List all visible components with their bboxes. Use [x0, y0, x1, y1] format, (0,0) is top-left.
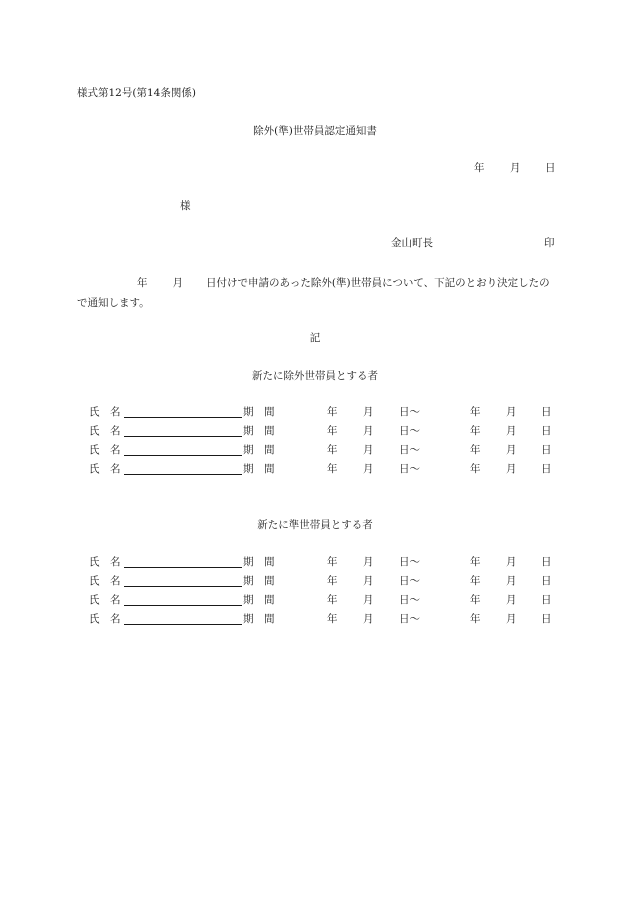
- addressee-suffix: 様: [180, 200, 191, 212]
- start-year: 年: [327, 425, 338, 437]
- end-day: 日: [541, 594, 552, 606]
- ki-heading: 記: [309, 332, 321, 344]
- date-day: 日: [545, 162, 556, 174]
- start-day: 日〜: [399, 463, 420, 475]
- name-label: 氏 名: [89, 556, 121, 568]
- end-day: 日: [541, 425, 552, 437]
- start-year: 年: [327, 556, 338, 568]
- end-day: 日: [541, 463, 552, 475]
- name-fill-line: [124, 605, 242, 606]
- start-day: 日〜: [399, 613, 420, 625]
- member-row: [0, 574, 630, 588]
- end-day: 日: [541, 575, 552, 587]
- end-month: 月: [506, 444, 517, 456]
- end-year: 年: [470, 406, 481, 418]
- name-fill-line: [124, 624, 242, 625]
- form-number: 様式第12号(第14条関係): [77, 87, 196, 99]
- end-month: 月: [506, 425, 517, 437]
- body-month: 月: [172, 277, 183, 289]
- end-day: 日: [541, 444, 552, 456]
- name-label: 氏 名: [89, 594, 121, 606]
- name-label: 氏 名: [89, 444, 121, 456]
- end-day: 日: [541, 613, 552, 625]
- start-day: 日〜: [399, 406, 420, 418]
- start-year: 年: [327, 444, 338, 456]
- end-month: 月: [506, 575, 517, 587]
- period-label: 期 間: [243, 444, 275, 456]
- end-month: 月: [506, 463, 517, 475]
- period-label: 期 間: [243, 575, 275, 587]
- document-title: 除外(準)世帯員認定通知書: [253, 125, 377, 137]
- start-month: 月: [363, 406, 374, 418]
- name-fill-line: [124, 455, 242, 456]
- start-year: 年: [327, 594, 338, 606]
- end-year: 年: [470, 613, 481, 625]
- name-label: 氏 名: [89, 613, 121, 625]
- date-year: 年: [474, 162, 485, 174]
- section-title-exclusion: 新たに除外世帯員とする者: [252, 370, 378, 382]
- end-day: 日: [541, 406, 552, 418]
- name-label: 氏 名: [89, 425, 121, 437]
- body-text: 日付けで申請のあった除外(準)世帯員について、下記のとおり決定したので通知します。: [77, 277, 550, 309]
- member-row: [0, 462, 630, 476]
- start-month: 月: [363, 613, 374, 625]
- name-fill-line: [124, 567, 242, 568]
- member-row: [0, 555, 630, 569]
- member-row: [0, 593, 630, 607]
- end-year: 年: [470, 556, 481, 568]
- start-month: 月: [363, 444, 374, 456]
- name-label: 氏 名: [89, 406, 121, 418]
- period-label: 期 間: [243, 613, 275, 625]
- end-month: 月: [506, 556, 517, 568]
- period-label: 期 間: [243, 463, 275, 475]
- end-year: 年: [470, 463, 481, 475]
- section-title-quasi: 新たに準世帯員とする者: [257, 519, 373, 531]
- end-month: 月: [506, 406, 517, 418]
- start-month: 月: [363, 463, 374, 475]
- end-day: 日: [541, 556, 552, 568]
- start-year: 年: [327, 613, 338, 625]
- seal-mark: 印: [544, 237, 555, 249]
- start-month: 月: [363, 425, 374, 437]
- end-year: 年: [470, 594, 481, 606]
- start-day: 日〜: [399, 594, 420, 606]
- period-label: 期 間: [243, 594, 275, 606]
- body-year: 年: [137, 277, 148, 289]
- name-fill-line: [124, 436, 242, 437]
- period-label: 期 間: [243, 556, 275, 568]
- start-year: 年: [327, 575, 338, 587]
- name-label: 氏 名: [89, 575, 121, 587]
- member-row: [0, 424, 630, 438]
- date-month: 月: [510, 162, 521, 174]
- name-fill-line: [124, 417, 242, 418]
- start-month: 月: [363, 575, 374, 587]
- period-label: 期 間: [243, 406, 275, 418]
- member-row: [0, 443, 630, 457]
- end-year: 年: [470, 425, 481, 437]
- period-label: 期 間: [243, 425, 275, 437]
- body-paragraph: [77, 273, 555, 313]
- start-year: 年: [327, 463, 338, 475]
- end-year: 年: [470, 444, 481, 456]
- name-fill-line: [124, 586, 242, 587]
- start-day: 日〜: [399, 556, 420, 568]
- issuer-name: 金山町長: [391, 237, 433, 249]
- name-fill-line: [124, 474, 242, 475]
- start-day: 日〜: [399, 425, 420, 437]
- member-row: [0, 612, 630, 626]
- start-day: 日〜: [399, 575, 420, 587]
- member-row: [0, 405, 630, 419]
- end-year: 年: [470, 575, 481, 587]
- start-year: 年: [327, 406, 338, 418]
- end-month: 月: [506, 613, 517, 625]
- end-month: 月: [506, 594, 517, 606]
- start-day: 日〜: [399, 444, 420, 456]
- start-month: 月: [363, 556, 374, 568]
- start-month: 月: [363, 594, 374, 606]
- name-label: 氏 名: [89, 463, 121, 475]
